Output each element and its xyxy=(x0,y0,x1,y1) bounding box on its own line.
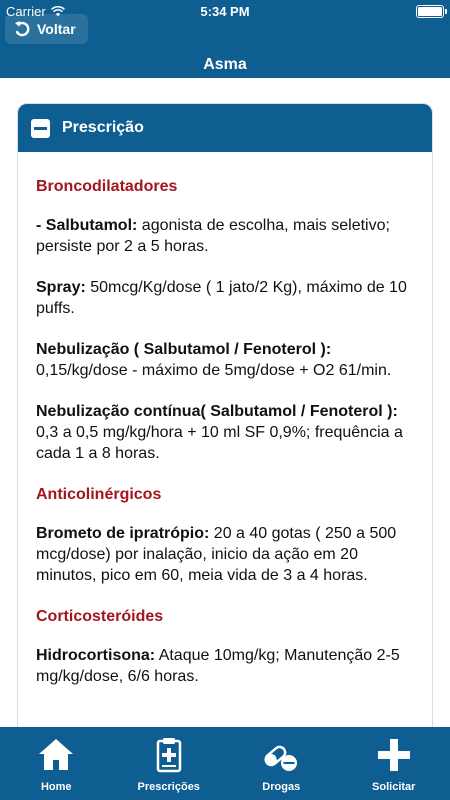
drug-text: agonista de escolha, mais seletivo; persiste por 2 a 5 horas. xyxy=(36,217,390,255)
drug-text: 0,15/kg/dose - máximo de 5mg/dose + O2 61/min. xyxy=(36,362,392,379)
drug-text: Ataque 10mg/kg; Manutenção 2-5 mg/kg/dose, 6/6 horas. xyxy=(36,647,400,685)
home-icon xyxy=(36,735,76,775)
pills-icon xyxy=(261,735,301,775)
drug-name: Nebulização ( Salbutamol / Fenoterol ): xyxy=(36,341,332,358)
drug-paragraph xyxy=(36,401,414,464)
navigation-bar xyxy=(0,0,450,78)
tab-drogas[interactable] xyxy=(225,727,338,800)
tab-label: Home xyxy=(40,781,72,793)
drug-paragraph xyxy=(36,215,414,257)
drug-paragraph xyxy=(36,339,414,381)
drug-name: Spray: xyxy=(36,279,86,296)
tab-label: Prescrições xyxy=(137,781,200,793)
section-heading: Anticolinérgicos xyxy=(36,486,162,503)
tab-home[interactable] xyxy=(0,727,113,800)
drug-name: - Salbutamol: xyxy=(36,217,138,234)
drug-text: 0,3 a 0,5 mg/kg/hora + 10 ml SF 0,9%; frequência a cada 1 a 8 horas. xyxy=(36,424,403,462)
tab-prescricoes[interactable] xyxy=(113,727,226,800)
drug-name: Brometo de ipratrópio: xyxy=(36,525,210,542)
card-title: Prescrição xyxy=(62,119,144,136)
drug-paragraph xyxy=(36,645,414,687)
card-header[interactable] xyxy=(18,104,432,152)
collapse-icon[interactable] xyxy=(31,119,50,138)
tab-solicitar[interactable] xyxy=(338,727,450,800)
back-button[interactable] xyxy=(5,14,88,44)
status-time: 5:34 PM xyxy=(200,4,250,19)
page-title: Asma xyxy=(203,56,247,73)
battery-icon xyxy=(416,5,444,18)
prescription-card xyxy=(17,103,433,743)
back-label: Voltar xyxy=(37,21,76,37)
prescription-icon xyxy=(149,735,189,775)
drug-name: Nebulização contínua( Salbutamol / Fenoterol ): xyxy=(36,403,398,420)
tab-label: Drogas xyxy=(262,781,301,793)
tab-label: Solicitar xyxy=(372,781,416,793)
plus-icon xyxy=(374,735,414,775)
drug-paragraph xyxy=(36,523,414,586)
carrier-label: Carrier xyxy=(6,3,46,19)
drug-text: 20 a 40 gotas ( 250 a 500 mcg/dose) por inalação, inicio da ação em 20 minutos, pico em 60, meia vida de 3 a 4 horas. xyxy=(36,525,397,584)
card-content xyxy=(18,152,432,687)
back-arrow-icon xyxy=(13,20,31,38)
drug-text: 50mcg/Kg/dose ( 1 jato/2 Kg), máximo de 10 puffs. xyxy=(36,279,407,317)
drug-paragraph xyxy=(36,277,414,319)
section-heading: Broncodilatadores xyxy=(36,178,178,195)
tab-bar xyxy=(0,727,450,800)
section-broncodilatadores xyxy=(36,176,414,464)
section-anticolinergicos xyxy=(36,484,414,586)
drug-name: Hidrocortisona: xyxy=(36,647,156,664)
section-heading: Corticosteróides xyxy=(36,608,164,625)
section-corticosteroides xyxy=(36,606,414,687)
